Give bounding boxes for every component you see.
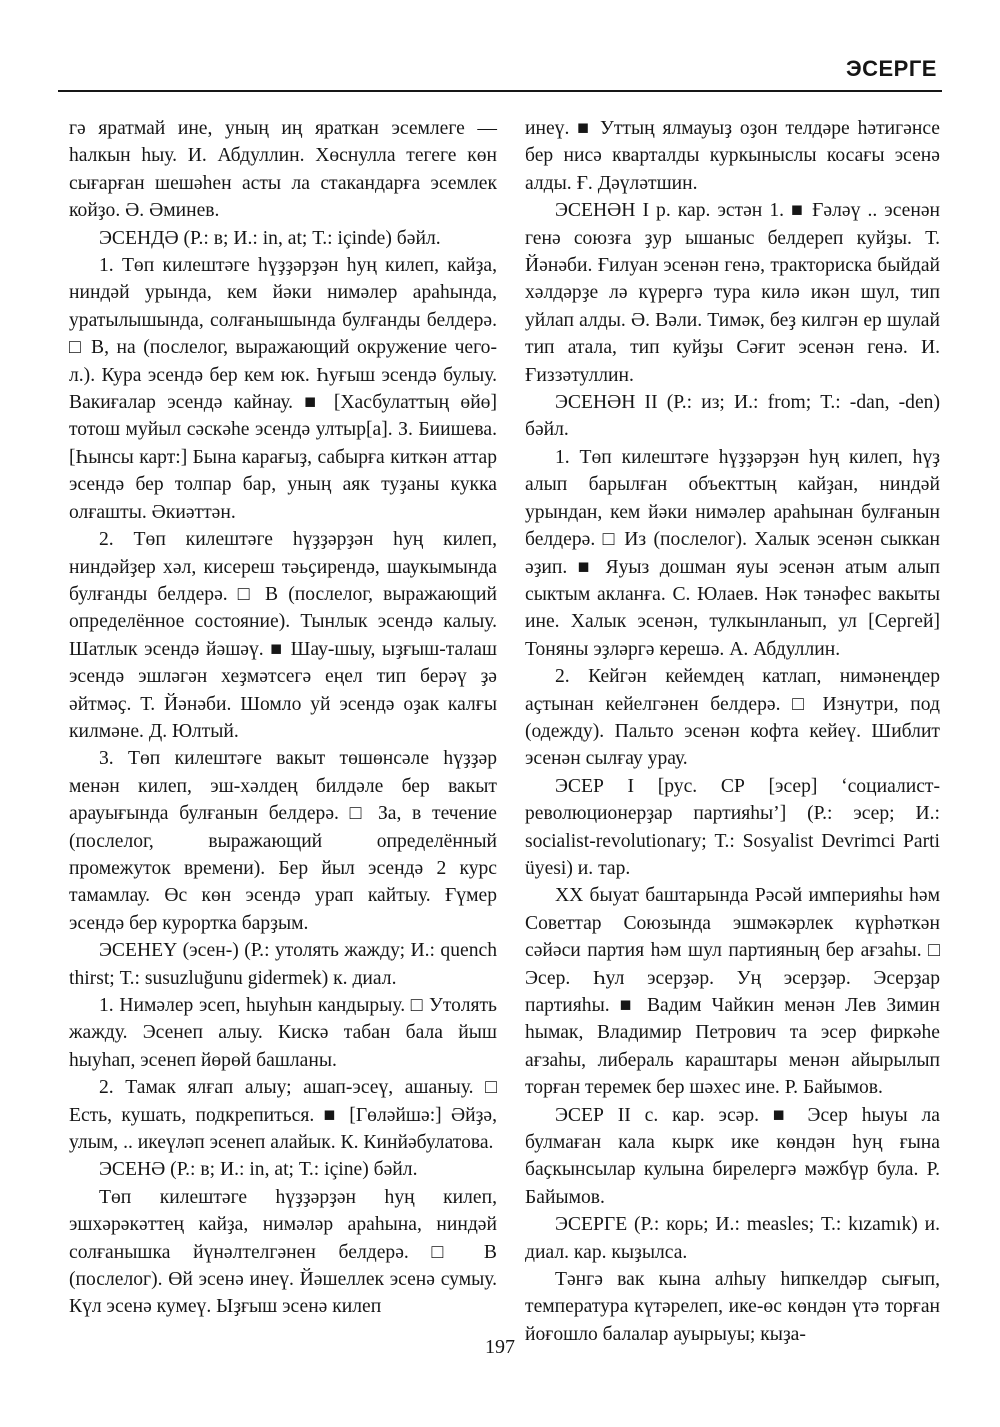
headword-esende: ЭСЕНДӘ (Р.: в; И.: in, at; Т.: içinde) бәйл.: [99, 227, 441, 249]
headword-eserge: ЭСЕРГЕ (Р.: корь; И.: measles; Т.: kızamık) и. диал. кар. кыҙылса.: [525, 1214, 940, 1263]
page-number: 197: [485, 1336, 515, 1358]
entry-continuation: гә яратмай ине, уның иң яраткан эсемлеге — һалкын һыу. И. Абдуллин. Хөснулла тегеге көн сығарған шешәһен асты ла стакандарға эсемлек койҙо. Ә. Әминев.: [69, 118, 497, 222]
sense-paragraph: 2. Тамак ялғап алыу; ашап-эсеү, ашаныу. □ Есть, кушать, подкрепиться. ■ [Гөләйшә:] Әйҙә, улым, .. икеүләп эсенеп алайык. К. Кинйәбулатова.: [69, 1077, 497, 1154]
sense-paragraph: 3. Төп килештәге вакыт төшөнсәле һүҙҙәр менән килеп, эш-хәлдең билдәле бер вакыт арауығында булғанын белдерә. □ За, в течение (послелог, выражающий определённый промежуток времени). Бер йыл эсендә 2 курс тамамлау. Өс көн эсендә урап кайтыу. Ғүмер эсендә бер курортка барҙым.: [69, 748, 497, 934]
headword-esene: ЭСЕНӘ (Р.: в; И.: in, at; Т.: içine) бәйл.: [99, 1159, 418, 1181]
sense-paragraph: 2. Кейгән кейемдең катлап, нимәнеңдер аҫтынан кейелгәнен белдерә. □ Изнутри, под (одежду). Пальто эсенән кофта кейеү. Шиблит эсенән сылғау урау.: [525, 666, 940, 770]
left-column: [69, 115, 497, 1321]
sense-paragraph: Тәнгә вак кына алһыу һипкелдәр сығып, температура күтәрелеп, ике-өс көндән үтә торған йоғошло балалар ауырыуы; кыҙа-: [525, 1269, 940, 1345]
running-head: ЭСЕРГЕ: [845, 56, 937, 81]
sense-paragraph: Төп килештәге һүҙҙәрҙән һуң килеп, эшхәрәкәттең кайҙа, нимәләр араһына, ниндәй солғанышка йүнәлтелгәнен белдерә. □ В (послелог). Өй эсенә инеү. Йәшеллек эсенә сумыу. Күл эсенә кумеү. Ыҙғыш эсенә килеп: [69, 1186, 497, 1318]
entry-continuation: инеү. ■ Уттың ялмауыҙ оҙон телдәре һәтигәнсе бер нисә кварталды куркыныслы косағы эсенә алды. Ғ. Дәүләтшин.: [525, 118, 940, 194]
headword-eseneu: ЭСЕНЕҮ (эсен-) (Р.: утолять жажду; И.: quench thirst; Т.: susuzluğunu gidermek) к. диал.: [69, 940, 497, 989]
sense-paragraph: 2. Төп килештәге һүҙҙәрҙән һуң килеп, ниндәйҙер хәл, кисереш тәьҫирендә, шаукымында булғанды белдерә. □ В (послелог, выражающий определённое состояние). Тынлык эсендә калыу. Шатлык эсендә йәшәү. ■ Шау-шыу, ыҙғыш-талаш эсендә эшләгән хеҙмәтсегә еңел тип берәү ҙә әйтмәҫ. Т. Йәнәби. Шомло уй эсендә оҙак калғы килмәне. Д. Юлтый.: [69, 529, 497, 742]
sense-paragraph: 1. Төп килештәге һүҙҙәрҙән һуң килеп, һүҙ алып барылған объекттың кайҙан, ниндәй урындан, кем йәки нимәлер араһынан булғанын белдерә. □ Из (послелог). Халык эсенән сыккан әҙип. ■ Яуыз дошман яуы эсенән атым алып сыктым акланға. С. Юлаев. Нәк тәнәфес вакыты ине. Халык эсенән, тулкынланып, ул [Сергей] Тоняны эҙләргә керешә. А. Абдуллин.: [525, 446, 940, 660]
headword-esenen-1: ЭСЕНӘН I р. кар. эстән 1. ■ Ғәләү .. эсенән генә союзға ҙур ышаныс белдереп куйҙы. Т. Йәнәби. Ғилуан эсенән генә, тракториска быйдай хәлдәрҙе лә күрергә тура килә икән шул, тип уйлап алды. Ә. Вәли. Тимәк, беҙ килгән ер шулай тип атала, тип куйҙы Сәғит эсенән генә. И. Ғиззәтуллин.: [525, 200, 940, 386]
right-column: [525, 115, 940, 1348]
header-rule: [58, 90, 942, 92]
sense-paragraph: 1. Төп килештәге һүҙҙәрҙән һуң килеп, кайҙа, ниндәй урында, кем йәки нимәлер араһында, уратылышында, солғанышында булғанды белдерә. □ В, на (послелог, выражающий окружение чего-л.). Кура эсендә бер кем юк. Һуғыш эсендә булыу. Вакиғалар эсендә кайнау. ■ [Хасбулаттың өйө] тотош муйыл сәскәһе эсендә ултыр[а]. З. Биишева. [Һынсы карт:] Бына карағыҙ, сабырға киткән аттар эсендә бер толпар бар, уның аяк туҙаны кукка олғашты. Әкиәттән.: [69, 255, 497, 523]
headword-eser-1: ЭСЕР I [рус. СР [эсер] ‘социалист-революционерҙар партияһы’] (Р.: эсер; И.: socialist-revolutionary; Т.: Sosyalist Devrimci Parti üyesi) и. тар.: [525, 775, 940, 879]
sense-paragraph: 1. Нимәлер эсеп, һыуһын кандырыу. □ Утолять жажду. Эсенеп алыу. Кискә табан бала йыш һыуһап, эсенеп йөрөй башланы.: [69, 995, 497, 1071]
headword-esenen-2: ЭСЕНӘН II (Р.: из; И.: from; Т.: -dan, -den) бәйл.: [525, 392, 940, 441]
sense-paragraph: XX быуат баштарында Рәсәй империяһы һәм Советтар Союзында эшмәкәрлек күрһәткән сәйәси партия һәм шул партияның бер ағзаһы. □ Эсер. Һул эсерҙәр. Уң эсерҙәр. Эсерҙар партияһы. ■ Вадим Чайкин менән Лев Зимин һымак, Владимир Петрович та эсер фиркәһе ағзаһы, либераль караштары менән айырылып торған теремек бер шәхес ине. Р. Байымов.: [525, 885, 940, 1099]
headword-eser-2: ЭСЕР II с. кар. эсәр. ■ Эсер һыуы ла булмаған кала кырк ике көндән һуң ғына баҫкынсылар кулына бирелергә мәжбүр була. Р. Байымов.: [525, 1104, 940, 1208]
